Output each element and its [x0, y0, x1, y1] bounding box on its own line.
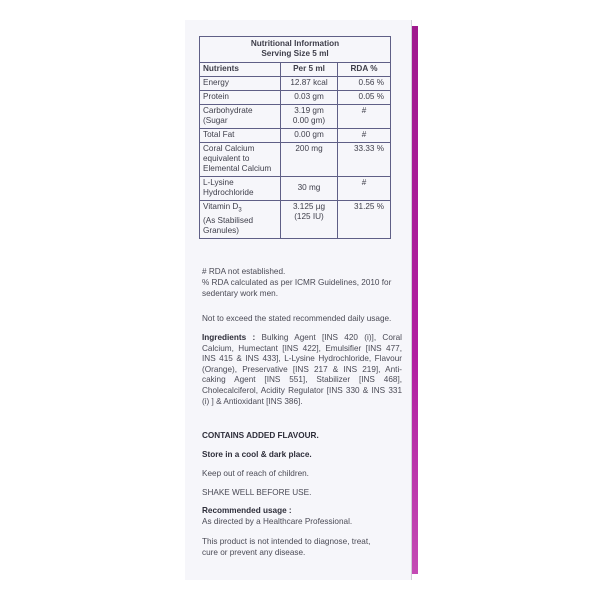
- table-row: [200, 201, 391, 239]
- ingredients-text: Bulking Agent [INS 420 (i)], Coral Calcium, Humectant [INS 422], Emulsifier [INS 477, INS 415 & INS 433], L-Lysine Hydrochloride, Flavour (Orange), Preservative [INS 217 & INS 219], Anti-caking Agent [INS 551], Stabilizer [INS 468], Cholecalciferol, Acidity Regulator [INS 330 & INS 331 (i) ] & Antioxidant [INS 386].: [202, 333, 402, 406]
- header-rda: RDA %: [338, 63, 391, 77]
- nutrient-rda: 0.56 %: [338, 77, 391, 91]
- nutrient-name: Energy: [200, 77, 281, 91]
- nutrient-rda: #: [338, 105, 391, 129]
- nutrition-title: Nutritional Information Serving Size 5 ml: [200, 37, 391, 63]
- storage-instruction: Store in a cool & dark place.: [202, 450, 312, 459]
- nutrient-amount: 30 mg: [281, 177, 338, 201]
- nutrient-amount: 0.00 gm: [281, 129, 338, 143]
- usage-limit-note: Not to exceed the stated recommended daily usage.: [202, 314, 392, 323]
- table-row: [200, 105, 391, 129]
- nutrient-name: Carbohydrate (Sugar: [200, 105, 281, 129]
- nutrient-amount: 3.19 gm 0.00 gm): [281, 105, 338, 129]
- header-nutrients: Nutrients: [200, 63, 281, 77]
- purple-accent-strip: [412, 26, 418, 574]
- nutrient-rda: 33.33 %: [338, 143, 391, 177]
- nutrition-table: [199, 36, 391, 239]
- nutrient-rda: #: [338, 177, 391, 201]
- nutrient-name: Total Fat: [200, 129, 281, 143]
- added-flavour-notice: CONTAINS ADDED FLAVOUR.: [202, 431, 319, 440]
- nutrient-amount: 200 mg: [281, 143, 338, 177]
- nutrient-name: Protein: [200, 91, 281, 105]
- table-row: [200, 177, 391, 201]
- table-row: [200, 129, 391, 143]
- disclaimer: This product is not intended to diagnose, treat, cure or prevent any disease.: [202, 537, 371, 557]
- ingredients-label: Ingredients :: [202, 333, 256, 342]
- nutrient-name: Vitamin $D_3$ (As Stabilised Granules): [200, 201, 281, 239]
- recommended-usage-label: Recommended usage :: [202, 506, 292, 515]
- nutrient-rda: 31.25 %: [338, 201, 391, 239]
- ingredients-block: [202, 333, 402, 407]
- recommended-usage-text: As directed by a Healthcare Professional.: [202, 517, 353, 526]
- nutrient-amount: 3.125 µg (125 IU): [281, 201, 338, 239]
- table-row: [200, 91, 391, 105]
- child-safety-warning: Keep out of reach of children.: [202, 469, 309, 478]
- header-per-serving: Per 5 ml: [281, 63, 338, 77]
- nutrition-title-row: [200, 37, 391, 63]
- nutrient-amount: 0.03 gm: [281, 91, 338, 105]
- table-row: [200, 77, 391, 91]
- shake-instruction: SHAKE WELL BEFORE USE.: [202, 488, 312, 497]
- nutrient-name: L-Lysine Hydrochloride: [200, 177, 281, 201]
- nutrient-rda: 0.05 %: [338, 91, 391, 105]
- rda-footnote: # RDA not established. % RDA calculated as per ICMR Guidelines, 2010 for sedentary work men.: [202, 267, 392, 298]
- table-row: [200, 143, 391, 177]
- nutrient-rda: #: [338, 129, 391, 143]
- nutrition-header-row: [200, 63, 391, 77]
- nutrient-amount: 12.87 kcal: [281, 77, 338, 91]
- recommended-usage: [202, 505, 402, 527]
- nutrient-name: Coral Calcium equivalent to Elemental Calcium: [200, 143, 281, 177]
